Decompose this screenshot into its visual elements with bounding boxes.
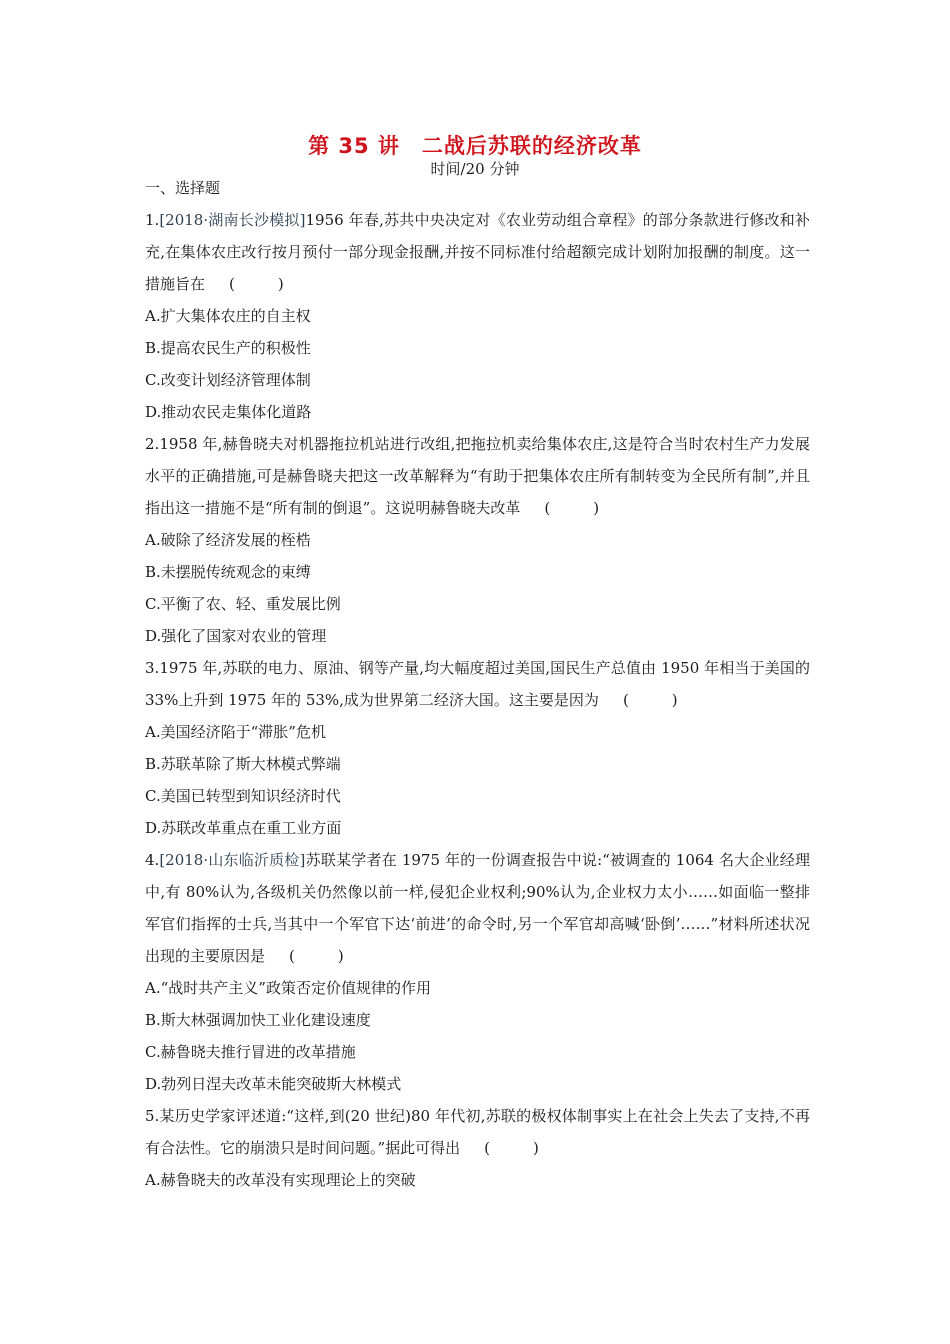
option-d: D.推动农民走集体化道路 [145,403,312,421]
answer-blank: ( ) [229,275,298,293]
option-a: A.美国经济陷于“滞胀”危机 [145,723,326,741]
question-number: 4. [145,851,160,869]
answer-blank: ( ) [544,499,614,517]
question-2 [145,428,810,652]
content [145,176,810,1196]
option-a: A.“战时共产主义”政策否定价值规律的作用 [145,979,431,997]
time-limit: 时间/20 分钟 [430,160,520,178]
option-b: B.苏联革除了斯大林模式弊端 [145,755,341,773]
section-heading: 一、选择题 [145,179,221,197]
question-3 [145,652,810,844]
question-source: [2018·山东临沂质检] [159,851,306,869]
option-b: B.提高农民生产的积极性 [145,339,311,357]
answer-blank: ( ) [289,947,358,965]
option-a: A.破除了经济发展的桎梏 [145,531,311,549]
question-text: 1975 年,苏联的电力、原油、钢等产量,均大幅度超过美国,国民生产总值由 1950 年相当于美国的 33%上升到 1975 年的 53%,成为世界第二经济大国。这主要是因为 [145,659,810,709]
question-stem [145,1100,810,1164]
question-stem [145,204,810,300]
option-c: C.改变计划经济管理体制 [145,371,311,389]
option-a: A.赫鲁晓夫的改革没有实现理论上的突破 [145,1171,416,1189]
question-1 [145,204,810,428]
lecture-number: 第 35 讲 [308,134,400,158]
question-text: 1956 年春,苏共中央决定对《农业劳动组合章程》的部分条款进行修改和补充,在集体农庄改行按月预付一部分现金报酬,并按不同标准付给超额完成计划附加报酬的制度。这一措施旨在 [145,211,810,293]
question-4 [145,844,810,1100]
question-number: 5. [145,1107,160,1125]
answer-blank: ( ) [622,691,692,709]
lecture-title: 二战后苏联的经济改革 [421,134,642,158]
question-number: 2. [145,435,160,453]
option-c: C.赫鲁晓夫推行冒进的改革措施 [145,1043,356,1061]
question-text: 某历史学家评述道:“这样,到(20 世纪)80 年代初,苏联的极权体制事实上在社会上失去了支持,不再有合法性。它的崩溃只是时间问题。”据此可得出 [145,1107,810,1157]
option-d: D.勃列日涅夫改革未能突破斯大林模式 [145,1075,402,1093]
option-d: D.强化了国家对农业的管理 [145,627,327,645]
question-stem [145,652,810,716]
page-title [0,130,950,160]
option-a: A.扩大集体农庄的自主权 [145,307,311,325]
question-number: 1. [145,211,160,229]
question-stem [145,844,810,972]
question-text: 苏联某学者在 1975 年的一份调查报告中说:“被调查的 1064 名大企业经理中,有 80%认为,各级机关仍然像以前一样,侵犯企业权利;90%认为,企业权力太小……如面临一整排军官们指挥的士兵,当其中一个军官下达‘前进’的命令时,另一个军官却高喊‘卧倒’……”材料所述状况出现的主要原因是 [145,851,810,965]
option-d: D.苏联改革重点在重工业方面 [145,819,342,837]
question-number: 3. [145,659,160,677]
option-b: B.未摆脱传统观念的束缚 [145,563,311,581]
question-stem [145,428,810,524]
answer-blank: ( ) [484,1139,553,1157]
question-5 [145,1100,810,1196]
question-source: [2018·湖南长沙模拟] [159,211,306,229]
option-c: C.美国已转型到知识经济时代 [145,787,341,805]
option-c: C.平衡了农、轻、重发展比例 [145,595,341,613]
question-text: 1958 年,赫鲁晓夫对机器拖拉机站进行改组,把拖拉机卖给集体农庄,这是符合当时农村生产力发展水平的正确措施,可是赫鲁晓夫把这一改革解释为“有助于把集体农庄所有制转变为全民所有制”,并且指出这一措施不是“所有制的倒退”。这说明赫鲁晓夫改革 [145,435,810,517]
option-b: B.斯大林强调加快工业化建设速度 [145,1011,371,1029]
